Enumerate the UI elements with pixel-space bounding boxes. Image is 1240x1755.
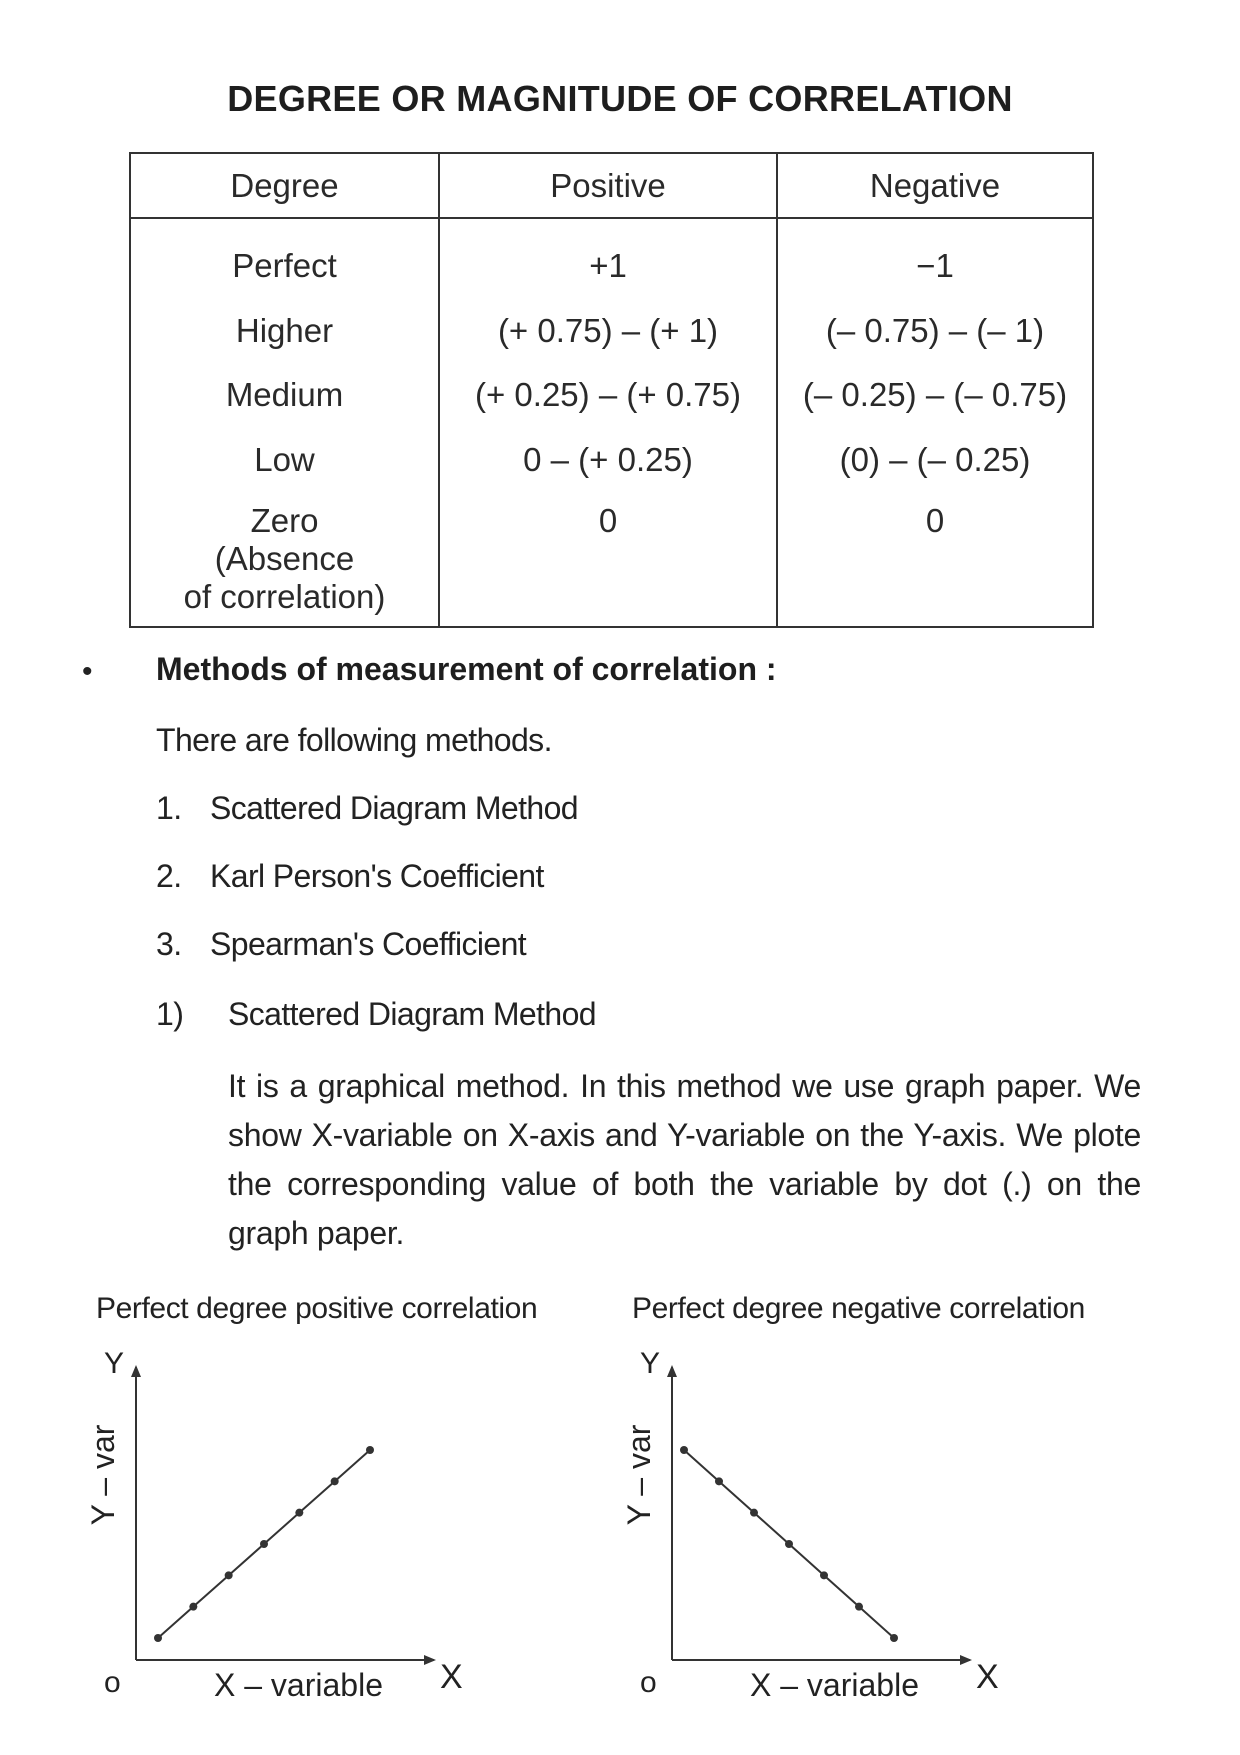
negative-cell: (– 0.25) – (– 0.75) xyxy=(777,363,1093,427)
degree-cell: Higher xyxy=(130,299,439,363)
x-axis-arrow-icon xyxy=(424,1655,436,1665)
positive-cell: 0 – (+ 0.25) xyxy=(439,427,777,491)
graph-caption-positive: Perfect degree positive correlation xyxy=(96,1292,538,1325)
x-axis-letter: X xyxy=(440,1658,463,1696)
positive-cell: +1 xyxy=(439,218,777,299)
origin-label: o xyxy=(640,1666,657,1699)
negative-cell: (– 0.75) – (– 1) xyxy=(777,299,1093,363)
degree-line: Zero xyxy=(250,501,319,539)
list-item-label: Spearman's Coefficient xyxy=(210,926,527,962)
list-item-number: 2. xyxy=(156,858,182,894)
header-positive: Positive xyxy=(439,153,777,218)
graph-caption-negative: Perfect degree negative correlation xyxy=(632,1292,1085,1325)
negative-cell: (0) – (– 0.25) xyxy=(777,427,1093,491)
y-axis-label: Y – var xyxy=(621,1424,657,1526)
data-point xyxy=(855,1603,863,1611)
x-axis-label: X – variable xyxy=(750,1667,919,1703)
intro-text: There are following methods. xyxy=(156,722,552,758)
data-point xyxy=(331,1477,339,1485)
method-description: It is a graphical method. In this method we use graph paper. We show X-variable on X-axis and Y-variable on the Y-axis. We plote the corresponding value of both the variable by dot (.) on the graph paper. xyxy=(228,1068,1141,1251)
list-item-label: Karl Person's Coefficient xyxy=(210,858,544,894)
degree-line: (Absence xyxy=(214,539,355,577)
list-item xyxy=(156,858,544,895)
header-negative: Negative xyxy=(777,153,1093,218)
table-row xyxy=(130,363,1093,427)
data-point xyxy=(890,1634,898,1642)
table-header-row xyxy=(130,153,1093,218)
degree-cell: Medium xyxy=(130,363,439,427)
list-item-number: 3. xyxy=(156,926,182,962)
table-row xyxy=(130,299,1093,363)
data-point xyxy=(366,1446,374,1454)
page-title: DEGREE OR MAGNITUDE OF CORRELATION xyxy=(227,78,1013,119)
sub-heading xyxy=(156,996,596,1033)
degree-cell xyxy=(130,492,439,627)
table-row xyxy=(130,492,1093,627)
list-item-number: 1. xyxy=(156,790,182,826)
list-item xyxy=(156,926,526,963)
sub-heading-label: Scattered Diagram Method xyxy=(228,996,597,1032)
positive-cell xyxy=(439,492,777,627)
data-point xyxy=(225,1571,233,1579)
degree-table xyxy=(129,152,1094,628)
y-axis-arrow-icon xyxy=(667,1365,677,1377)
positive-cell: (+ 0.75) – (+ 1) xyxy=(439,299,777,363)
data-point xyxy=(680,1446,688,1454)
negative-cell: −1 xyxy=(777,218,1093,299)
x-axis-letter: X xyxy=(976,1658,999,1696)
bullet-icon: • xyxy=(82,655,93,688)
positive-correlation-graph xyxy=(86,1335,486,1715)
negative-value: 0 xyxy=(925,501,945,539)
data-point xyxy=(750,1509,758,1517)
y-axis-arrow-icon xyxy=(131,1365,141,1377)
degree-line: of correlation) xyxy=(183,577,386,615)
positive-cell: (+ 0.25) – (+ 0.75) xyxy=(439,363,777,427)
y-axis-label: Y – var xyxy=(85,1424,121,1526)
positive-value: 0 xyxy=(598,501,618,539)
data-point xyxy=(189,1603,197,1611)
data-point xyxy=(715,1477,723,1485)
data-point xyxy=(295,1509,303,1517)
section-heading: Methods of measurement of correlation : xyxy=(156,651,777,687)
header-degree: Degree xyxy=(130,153,439,218)
data-point xyxy=(154,1634,162,1642)
data-point xyxy=(785,1540,793,1548)
table-row xyxy=(130,427,1093,491)
list-item-label: Scattered Diagram Method xyxy=(210,790,579,826)
origin-label: o xyxy=(104,1666,121,1699)
data-point xyxy=(260,1540,268,1548)
sub-heading-number: 1) xyxy=(156,996,184,1032)
y-axis-letter: Y xyxy=(640,1347,661,1380)
list-item xyxy=(156,790,578,827)
negative-correlation-graph xyxy=(622,1335,1022,1715)
y-axis-letter: Y xyxy=(104,1347,125,1380)
degree-cell: Low xyxy=(130,427,439,491)
data-point xyxy=(820,1571,828,1579)
x-axis-arrow-icon xyxy=(960,1655,972,1665)
degree-cell: Perfect xyxy=(130,218,439,299)
table-row xyxy=(130,218,1093,299)
x-axis-label: X – variable xyxy=(214,1667,383,1703)
negative-cell xyxy=(777,492,1093,627)
